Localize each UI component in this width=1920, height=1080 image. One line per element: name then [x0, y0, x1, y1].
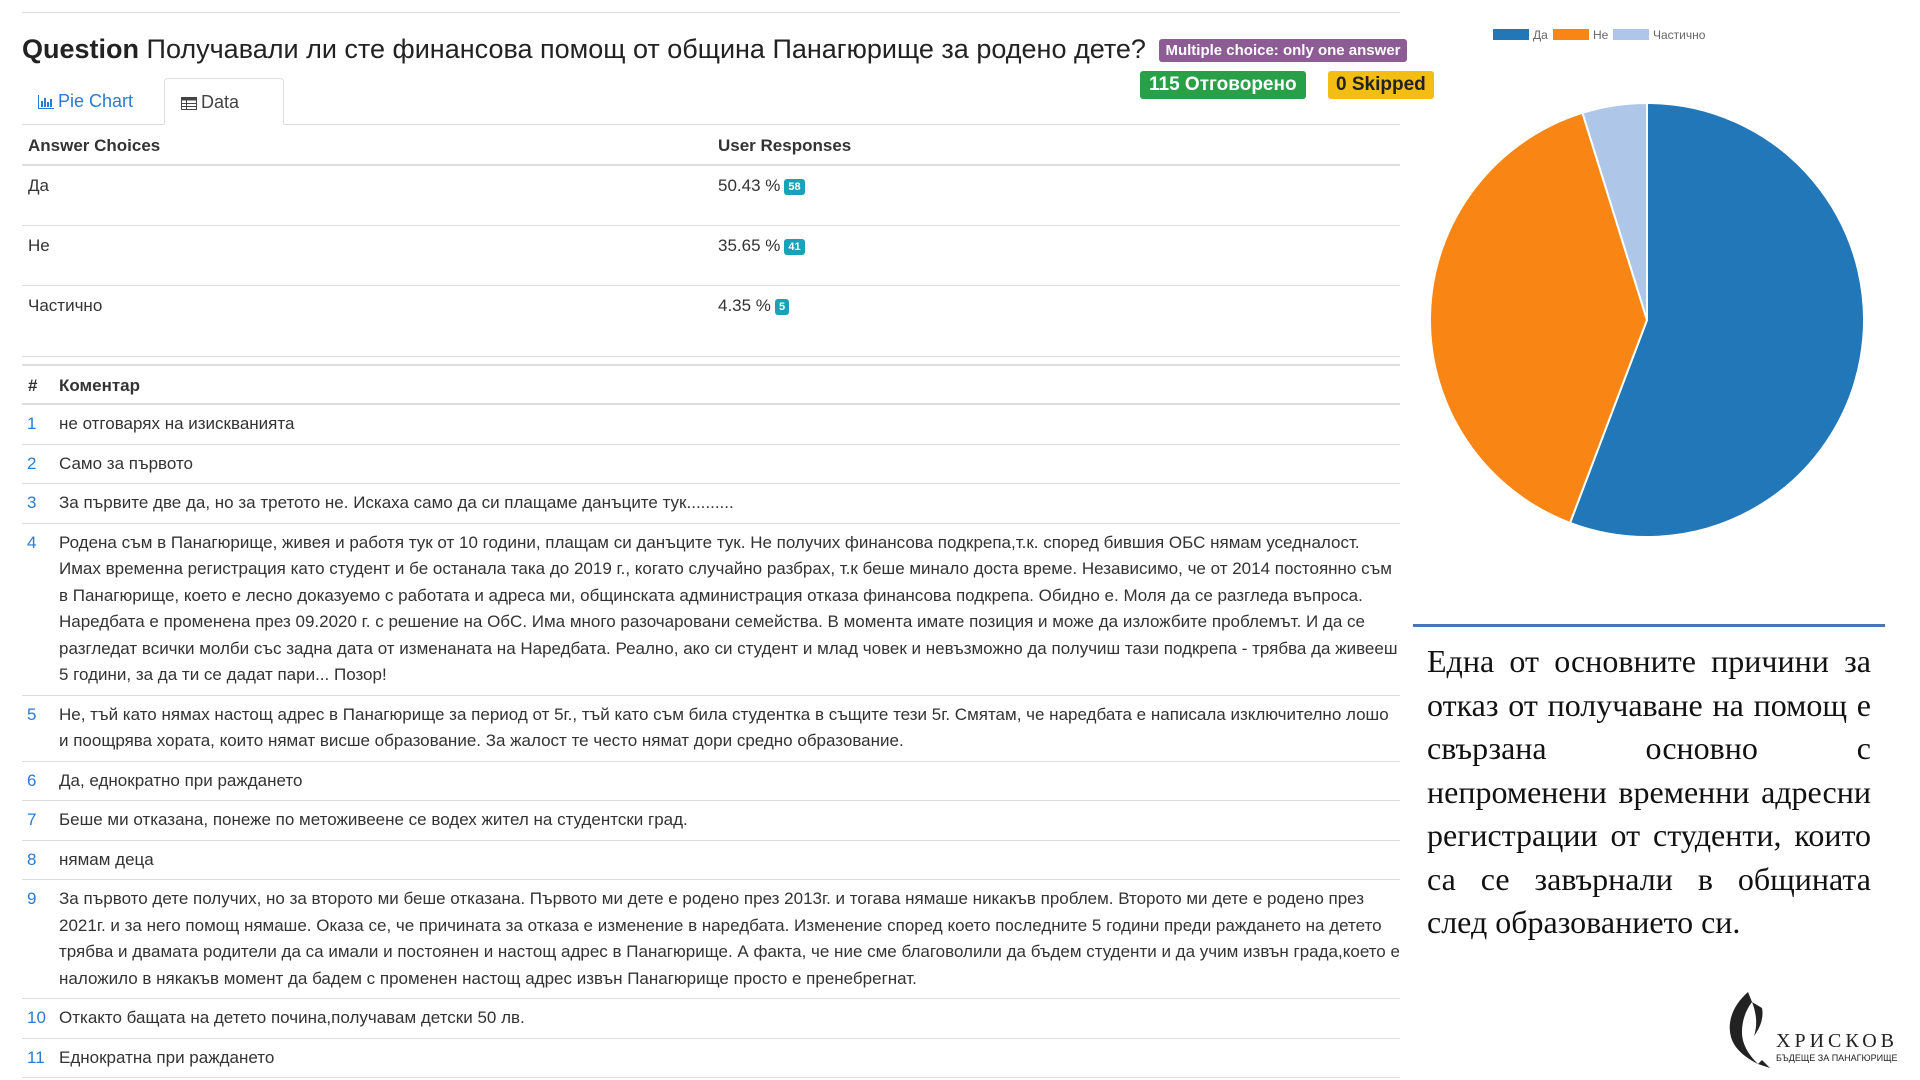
comment-number: 1	[27, 414, 37, 433]
comment-text: Родена съм в Панагюрище, живея и работя тук от 10 години, плащам си данъците тук. Не получих финансова подкрепа,т.к. според бившия ОБС нямам уседналост. Имах временна регистрация като студент и бе останала така до 2019 г., когато случайно разбрах, т.к беше минало доста време. Независимо, че от 2014 постоянно съм в Панагюрище, което е лесно доказуемо с работата и адреса ми, общинската администрация отказа финансова подкрепа. Обидно е. Моля да се разгледа въпроса. Наредбата е променена през 09.2020 г. с решение на ОбС. Има много разочаровани семейства. В момента имате позиция и може да изложбите проблемът. И да се разгледат всички молби със задна дата от изменаната на Наредбата. Реално, ако си студент и млад човек и невъзможно да получиш тази подкрепа - трябва да живееш 5 години, за да ти се дадат пари... Позор!	[59, 532, 1398, 684]
comment-row	[22, 801, 1400, 841]
legend-swatch	[1613, 29, 1649, 40]
answer-count-badge: 5	[775, 299, 789, 315]
answer-row	[22, 226, 1400, 286]
answer-response	[718, 296, 789, 316]
comment-row	[22, 762, 1400, 802]
question-label: Question	[22, 34, 140, 64]
question-header	[22, 34, 1407, 65]
bar-chart-icon	[38, 95, 54, 109]
answers-table	[22, 126, 1400, 357]
comments-header-row	[22, 364, 1400, 405]
comment-number: 6	[27, 770, 37, 790]
comment-number: 9	[27, 889, 37, 908]
comment-row	[22, 880, 1400, 999]
table-icon	[181, 97, 197, 110]
comment-text: не отговарях на изискванията	[59, 414, 295, 433]
question-type-badge: Multiple choice: only one answer	[1159, 39, 1406, 62]
logo	[1718, 990, 1918, 1070]
comment-number: 7	[27, 810, 37, 829]
legend-swatch	[1493, 29, 1529, 40]
comment-text: Откакто бащата на детето почина,получавам детски 50 лв.	[59, 1008, 525, 1027]
answer-response	[718, 176, 805, 196]
top-divider	[22, 12, 1400, 13]
answer-choice: Частично	[28, 296, 103, 315]
summary-text: Една от основните причини за отказ от получаване на помощ е свързана основно с непроменени временни адресни регистрации от студенти, които са се завърнали в общината след образованието си.	[1427, 643, 1871, 940]
comment-text: Не, тъй като нямах настощ адрес в Панагюрище за период от 5г., тъй като съм била студентка в същите тези 5г. Смятам, че наредбата е написала изключително лошо и поощрява хората, които нямат висше образование. За жалост те често нямат дори средно образование.	[59, 704, 1389, 750]
answer-percent: 50.43 %	[718, 176, 781, 195]
pie-slices	[1430, 103, 1864, 537]
comment-row	[22, 999, 1400, 1039]
survey-panel	[22, 0, 1426, 1080]
logo-name: ХРИСКОВ	[1776, 1030, 1898, 1052]
comments-table	[22, 364, 1400, 1078]
comment-row	[22, 841, 1400, 881]
comment-text: Беше ми отказана, понеже по метоживеене се водех жител на студентски град.	[59, 810, 688, 829]
answer-percent: 35.65 %	[718, 236, 781, 255]
answers-header-row	[22, 126, 1400, 166]
comment-number: 3	[27, 493, 37, 512]
comment-text: За първите две да, но за третото не. Искаха само да си плащаме данъците тук..........	[59, 493, 734, 512]
comment-text: нямам деца	[59, 849, 154, 869]
tab-pie-chart-label: Pie Chart	[58, 91, 134, 111]
tab-data[interactable]	[164, 78, 284, 125]
answer-count-badge: 41	[784, 239, 804, 255]
comment-text: Само за първото	[59, 453, 194, 473]
comment-number: 4	[27, 532, 37, 552]
legend-label[interactable]: Частично	[1653, 28, 1706, 42]
pie-chart-area	[1400, 0, 1920, 620]
comment-text: За първото дете получих, но за второто ми беше отказана. Първото ми дете е родено през 2013г. и тогава нямаше никакъв проблем. Второто ми дете е родено през 2021г. и за него помощ нямаше. Оказа се, че причината за отказа е изменение в наредбата. Изменение според което последните 5 години преди раждането на детето трябва и двамата родители да са имали и постоянен и настощ адрес в Панагюрище. А факта, че ние сме благоволили да бъдем студенти и да учим извън града,което е наложило в някакъв момент да бадем с променен настощ адрес извън Панагюрище просто е пренебрегнат.	[59, 889, 1400, 988]
comment-number: 8	[27, 849, 37, 869]
tab-pie-chart[interactable]	[22, 78, 149, 125]
legend-label[interactable]: Не	[1593, 28, 1609, 42]
comment-row	[22, 524, 1400, 696]
eagle-logo-icon	[1718, 990, 1778, 1070]
legend-swatch	[1553, 29, 1589, 40]
answer-choices-header: Answer Choices	[28, 136, 161, 155]
skipped-count-badge: 0 Skipped	[1328, 71, 1434, 99]
chart-legend	[1493, 28, 1706, 42]
tab-data-label: Data	[201, 92, 240, 112]
comment-text-header: Коментар	[59, 376, 140, 395]
answer-row	[22, 286, 1400, 357]
answer-row	[22, 166, 1400, 226]
comment-text: Еднократна при раждането	[59, 1047, 275, 1067]
answer-count-badge: 58	[784, 179, 804, 195]
answer-choice: Да	[28, 176, 49, 195]
comment-number: 10	[27, 1008, 46, 1027]
question-text: Получавали ли сте финансова помощ от община Панагюрище за родено дете?	[146, 34, 1146, 64]
answered-count-badge: 115 Отговорено	[1140, 71, 1306, 99]
view-tabs	[22, 78, 1400, 125]
answer-choice: Не	[28, 236, 50, 255]
user-responses-header: User Responses	[718, 136, 852, 155]
comment-row	[22, 445, 1400, 485]
comment-row	[22, 484, 1400, 524]
comment-text: Да, еднократно при раждането	[59, 770, 303, 790]
logo-tagline: БЪДЕЩЕ ЗА ПАНАГЮРИЩЕ	[1776, 1053, 1898, 1063]
legend-label[interactable]: Да	[1533, 28, 1548, 42]
answer-percent: 4.35 %	[718, 296, 771, 315]
comment-row	[22, 405, 1400, 445]
comment-number: 2	[27, 453, 37, 473]
answer-response	[718, 236, 805, 256]
comment-number: 5	[27, 704, 37, 724]
summary-divider	[1413, 624, 1885, 627]
comment-number-header: #	[28, 376, 38, 395]
comment-number: 11	[27, 1047, 45, 1067]
comment-row	[22, 1039, 1400, 1079]
comment-row	[22, 696, 1400, 762]
pie-chart	[1400, 0, 1920, 620]
